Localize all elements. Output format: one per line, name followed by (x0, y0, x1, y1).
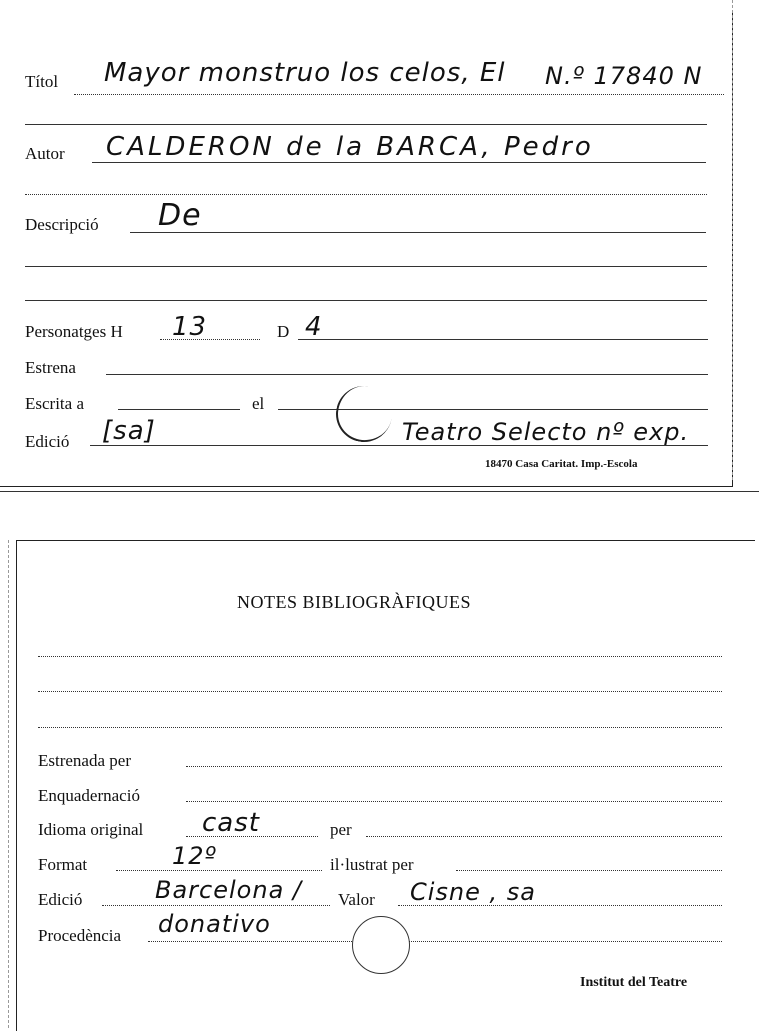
edicio-value: [sa] (102, 416, 156, 446)
scan-edge-noise (8, 540, 13, 1028)
idioma-per-line (366, 836, 722, 837)
estrena-label: Estrena (25, 358, 76, 377)
titol-label: Títol (25, 72, 59, 91)
illustrat-label: il·lustrat per (330, 855, 414, 874)
descripcio-line-2 (25, 266, 707, 267)
autor-line-2 (25, 194, 707, 195)
escrita-el-label: el (252, 394, 265, 413)
estrena-line (106, 374, 708, 375)
descripcio-value: De (158, 198, 202, 233)
edicio-bottom-value: Barcelona / (155, 876, 302, 904)
titol-line (74, 94, 724, 95)
valor-label: Valor (338, 890, 375, 909)
format-label: Format (38, 855, 88, 874)
personatges-d-value: 4 (305, 312, 323, 342)
idioma-value: cast (202, 808, 260, 838)
personatges-d-label: D (277, 322, 290, 341)
notes-heading: NOTES BIBLIOGRÀFIQUES (237, 592, 472, 612)
idioma-label: Idioma original (38, 820, 144, 839)
descripcio-label: Descripció (25, 215, 99, 234)
format-line (116, 870, 322, 871)
descripcio-line-3 (25, 300, 707, 301)
scan-edge-noise (732, 0, 737, 480)
edicio-bottom-line (102, 905, 330, 906)
estrenada-per-line (186, 766, 722, 767)
notes-line-2 (38, 691, 722, 692)
format-value: 12º (172, 842, 217, 870)
titol-line-2 (25, 124, 707, 125)
valor-value: Cisne , sa (410, 878, 537, 906)
notes-line-1 (38, 656, 722, 657)
autor-value: CALDERON de la BARCA, Pedro (106, 132, 594, 162)
escrita-label: Escrita a (25, 394, 84, 413)
edicio-series: Teatro Selecto nº exp. (402, 418, 690, 446)
edicio-label: Edició (25, 432, 70, 451)
idioma-per-label: per (330, 820, 352, 839)
descripcio-line (130, 232, 706, 233)
escrita-a-line (118, 409, 240, 410)
institution-stamp: Institut del Teatre (580, 975, 688, 990)
notes-line-3 (38, 727, 722, 728)
illustrat-line (456, 870, 722, 871)
enquadernacio-line (186, 801, 722, 802)
procedencia-value: donativo (158, 910, 271, 938)
procedencia-line (148, 941, 722, 942)
printer-imprint: 18470 Casa Caritat. Imp.-Escola (485, 458, 638, 470)
estrenada-per-label: Estrenada per (38, 751, 131, 770)
personatges-h-value: 13 (172, 312, 208, 342)
personatges-d-line (298, 339, 708, 340)
autor-label: Autor (25, 144, 65, 163)
edicio-bottom-label: Edició (38, 890, 83, 909)
punch-hole-bottom (352, 916, 410, 974)
titol-value: Mayor monstruo los celos, El (104, 58, 506, 88)
procedencia-label: Procedència (38, 926, 122, 945)
autor-line (92, 162, 706, 163)
enquadernacio-label: Enquadernació (38, 786, 140, 805)
scan-divider (0, 491, 759, 492)
personatges-label: Personatges H (25, 322, 123, 341)
titol-ref-number: N.º 17840 N (545, 62, 703, 90)
